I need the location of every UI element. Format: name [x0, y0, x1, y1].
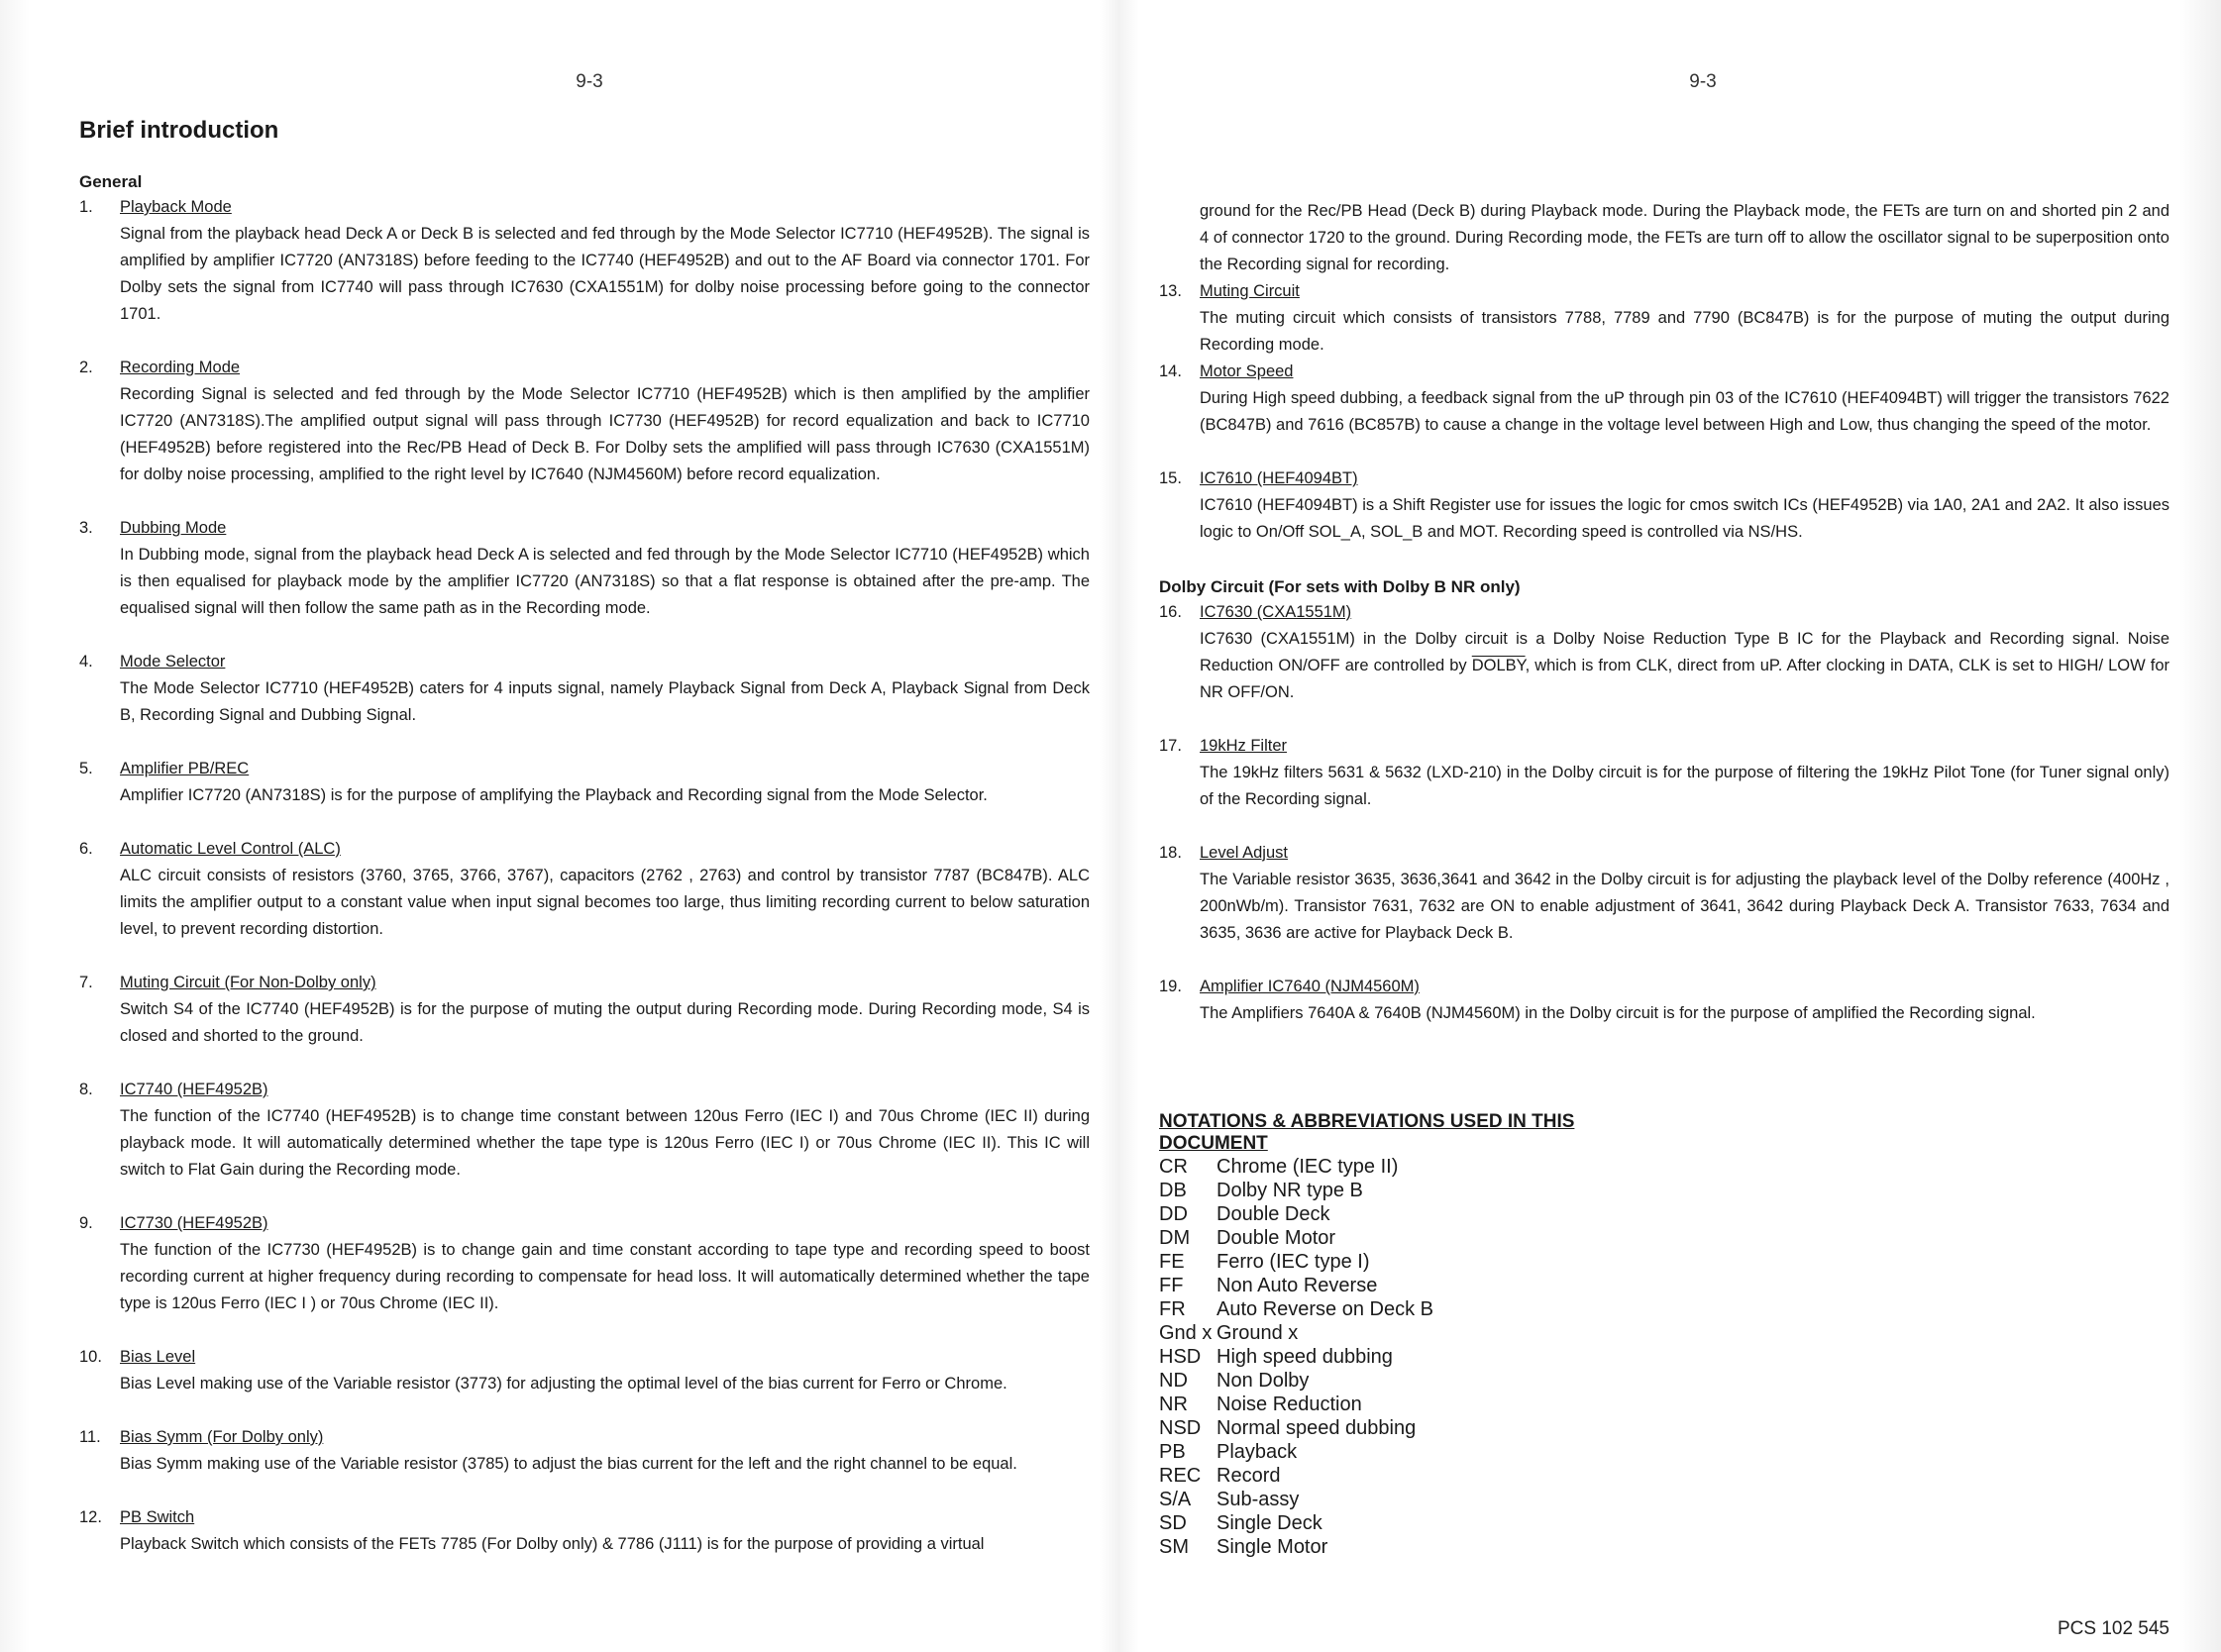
left-column — [79, 172, 1090, 1558]
item-body: The 19kHz filters 5631 & 5632 (LXD-210) in the Dolby circuit is for the purpose of filtering the 19kHz Pilot Tone (for Tuner signal only) of the Recording signal. — [1200, 764, 2169, 808]
list-item — [1159, 599, 2169, 706]
item-number: 5. — [79, 760, 93, 777]
abbreviation-code: SM — [1159, 1536, 1189, 1558]
item-number: 18. — [1159, 844, 1182, 862]
item-number: 14. — [1159, 362, 1182, 380]
abbreviation-meaning: Single Deck — [1216, 1512, 1322, 1534]
item-number: 15. — [1159, 469, 1182, 487]
list-item — [79, 970, 1090, 1050]
abbreviation-code: DM — [1159, 1227, 1191, 1249]
abbreviation-meaning: Chrome (IEC type II) — [1216, 1156, 1399, 1178]
section-heading-general: General — [79, 172, 143, 191]
abbreviation-code: SD — [1159, 1512, 1187, 1534]
item-number: 19. — [1159, 978, 1182, 995]
item-body — [1200, 626, 2169, 706]
abbreviation-row — [1159, 1345, 1625, 1369]
abbreviation-meaning: Record — [1216, 1465, 1281, 1487]
item-title: Muting Circuit — [1200, 282, 1300, 300]
item-body: Bias Symm making use of the Variable resistor (3785) to adjust the bias current for the left and the right channel to be equal. — [120, 1455, 1017, 1473]
item-body: Amplifier IC7720 (AN7318S) is for the purpose of amplifying the Playback and Recording signal from the Mode Selector. — [120, 786, 988, 804]
item-number: 17. — [1159, 737, 1182, 755]
abbreviation-meaning: Non Dolby — [1216, 1370, 1310, 1392]
item-title: Motor Speed — [1200, 362, 1294, 380]
abbreviations-heading: NOTATIONS & ABBREVIATIONS USED IN THIS DOCUMENT — [1159, 1111, 1575, 1154]
item-title: Bias Symm (For Dolby only) — [120, 1428, 324, 1446]
item-title: Level Adjust — [1200, 844, 1288, 862]
abbreviation-meaning: Sub-assy — [1216, 1489, 1300, 1510]
list-item — [79, 1077, 1090, 1184]
abbreviation-row — [1159, 1202, 1625, 1226]
item-number: 11. — [79, 1428, 101, 1446]
item-title: IC7630 (CXA1551M) — [1200, 603, 1352, 621]
abbreviation-code: CR — [1159, 1156, 1188, 1178]
list-item — [79, 1424, 1090, 1478]
item-number: 9. — [79, 1214, 93, 1232]
item-title: Recording Mode — [120, 359, 241, 376]
abbreviation-row — [1159, 1488, 1625, 1511]
item-title: Mode Selector — [120, 653, 226, 671]
list-item — [1159, 974, 2169, 1027]
abbreviation-code: FF — [1159, 1275, 1184, 1296]
left-page — [0, 0, 1110, 1652]
item-title: Automatic Level Control (ALC) — [120, 840, 341, 858]
abbreviation-code: REC — [1159, 1465, 1202, 1487]
item-title: Bias Level — [120, 1348, 196, 1366]
item-title: PB Switch — [120, 1508, 195, 1526]
list-item — [1159, 733, 2169, 813]
abbreviation-meaning: Non Auto Reverse — [1216, 1275, 1378, 1296]
item-body: The muting circuit which consists of transistors 7788, 7789 and 7790 (BC847B) is for the purpose of muting the output during Recording mode. — [1200, 309, 2169, 354]
abbreviation-code: HSD — [1159, 1346, 1202, 1368]
abbreviation-meaning: Double Deck — [1216, 1203, 1330, 1225]
list-item — [79, 756, 1090, 809]
item-number: 6. — [79, 840, 93, 858]
left-page-number: 9-3 — [576, 71, 603, 92]
abbreviation-meaning: Ferro (IEC type I) — [1216, 1251, 1370, 1273]
item-title: Amplifier PB/REC — [120, 760, 250, 777]
abbreviation-row — [1159, 1393, 1625, 1416]
list-item — [79, 355, 1090, 488]
page-title: Brief introduction — [79, 117, 279, 144]
abbreviation-row — [1159, 1369, 1625, 1393]
abbreviation-row — [1159, 1321, 1625, 1345]
item-title: Dubbing Mode — [120, 519, 227, 537]
abbreviation-code: Gnd x — [1159, 1322, 1213, 1344]
abbreviation-row — [1159, 1464, 1625, 1488]
item-number: 4. — [79, 653, 93, 671]
continuation-paragraph — [1159, 198, 2169, 278]
item-number: 7. — [79, 974, 93, 991]
abbreviation-row — [1159, 1250, 1625, 1274]
item-title: Amplifier IC7640 (NJM4560M) — [1200, 978, 1420, 995]
list-item — [79, 1504, 1090, 1558]
item-title: IC7610 (HEF4094BT) — [1200, 469, 1358, 487]
right-column — [1159, 198, 2169, 1027]
abbreviation-code: S/A — [1159, 1489, 1192, 1510]
item-body: Bias Level making use of the Variable resistor (3773) for adjusting the optimal level of the bias current for Ferro or Chrome. — [120, 1375, 1007, 1393]
abbreviation-row — [1159, 1535, 1625, 1559]
item-body: Playback Switch which consists of the FETs 7785 (For Dolby only) & 7786 (J111) is for the purpose of providing a virtual — [120, 1535, 985, 1553]
item-body: The function of the IC7730 (HEF4952B) is to change gain and time constant according to tape type and recording speed to boost recording current at higher frequency during recording to compensate for head loss. It will automatically determined whether the tape type is 120us Ferro (IEC I ) or 70us Chrome (IEC II). — [120, 1241, 1090, 1312]
item-number: 1. — [79, 198, 93, 216]
item-body: The function of the IC7740 (HEF4952B) is to change time constant between 120us Ferro (IEC I) and 70us Chrome (IEC II) during playback mode. It will automatically determined whether the tape type is 120us Ferro (IEC I) or 70us Chrome (IEC II). This IC will switch to Flat Gain during the Recording mode. — [120, 1107, 1090, 1179]
abbreviations-block — [1159, 1111, 1625, 1559]
abbreviation-row — [1159, 1440, 1625, 1464]
right-page-number: 9-3 — [1689, 71, 1717, 92]
abbreviation-row — [1159, 1155, 1625, 1179]
list-item — [79, 836, 1090, 943]
abbreviation-meaning: Single Motor — [1216, 1536, 1328, 1558]
abbreviation-meaning: Normal speed dubbing — [1216, 1417, 1417, 1439]
list-item — [1159, 840, 2169, 947]
list-item — [79, 194, 1090, 328]
abbreviation-meaning: Ground x — [1216, 1322, 1299, 1344]
item-body: During High speed dubbing, a feedback signal from the uP through pin 03 of the IC7610 (HEF4094BT) will trigger the transistors 7622 (BC847B) and 7616 (BC857B) to cause a change in the voltage level between High and Low, thus changing the speed of the motor. — [1200, 389, 2169, 434]
item-body: The Amplifiers 7640A & 7640B (NJM4560M) in the Dolby circuit is for the purpose of amplified the Recording signal. — [1200, 1004, 2036, 1022]
abbreviation-row — [1159, 1416, 1625, 1440]
abbreviation-code: DB — [1159, 1180, 1187, 1201]
abbreviation-meaning: Noise Reduction — [1216, 1394, 1362, 1415]
abbreviation-code: NSD — [1159, 1417, 1202, 1439]
item-body: In Dubbing mode, signal from the playback head Deck A is selected and fed through by the Mode Selector IC7710 (HEF4952B) which is then equalised for playback mode by the amplifier IC7720 (AN7318S) so that a flat response is obtained after the pre-amp. The equalised signal will then follow the same path as in the Recording mode. — [120, 546, 1090, 617]
list-item — [79, 515, 1090, 622]
list-item — [79, 649, 1090, 729]
item-title: IC7740 (HEF4952B) — [120, 1081, 268, 1098]
abbreviation-meaning: Auto Reverse on Deck B — [1216, 1298, 1433, 1320]
item-body: Recording Signal is selected and fed through by the Mode Selector IC7710 (HEF4952B) which is then amplified by the amplifier IC7720 (AN7318S).The amplified output signal will pass through IC7730 (HEF4952B) for record equalization and back to IC7710 (HEF4952B) before registered into the Rec/PB Head of Deck B. For Dolby sets the amplified will pass through IC7630 (CXA1551M) for dolby noise processing, amplified to the right level by IC7640 (NJM4560M) before record equalization. — [120, 385, 1090, 483]
item-number: 2. — [79, 359, 93, 376]
list-item — [79, 1210, 1090, 1317]
abbreviation-code: FE — [1159, 1251, 1185, 1273]
item-body-text: IC7630 (CXA1551M) in the Dolby circuit is a Dolby Noise Reduction Type B IC for the Playback and Recording signal. Noise Reduction ON/OFF are controlled by — [1200, 630, 2169, 674]
item-title: IC7730 (HEF4952B) — [120, 1214, 268, 1232]
item-body-text: , which is from CLK, direct from uP. After clocking in DATA, CLK is set to HIGH/ LOW for NR OFF/ON. — [1200, 657, 2169, 701]
item-body: ground for the Rec/PB Head (Deck B) during Playback mode. During the Playback mode, the FETs are turn on and shorted pin 2 and 4 of connector 1720 to the ground. During Recording mode, the FETs are turn off to allow the oscillator signal to be superposition onto the Recording signal for recording. — [1200, 202, 2169, 273]
abbreviation-row — [1159, 1274, 1625, 1297]
abbreviation-row — [1159, 1297, 1625, 1321]
item-title: Playback Mode — [120, 198, 232, 216]
list-item — [1159, 465, 2169, 546]
abbreviation-code: ND — [1159, 1370, 1188, 1392]
abbreviation-meaning: Playback — [1216, 1441, 1298, 1463]
abbreviation-code: NR — [1159, 1394, 1188, 1415]
item-number: 8. — [79, 1081, 93, 1098]
item-body: IC7610 (HEF4094BT) is a Shift Register use for issues the logic for cmos switch ICs (HEF4952B) via 1A0, 2A1 and 2A2. It also issues logic to On/Off SOL_A, SOL_B and MOT. Recording speed is controlled via NS/HS. — [1200, 496, 2169, 541]
list-item — [1159, 359, 2169, 439]
abbreviation-row — [1159, 1179, 1625, 1202]
item-title: 19kHz Filter — [1200, 737, 1288, 755]
abbreviation-code: FR — [1159, 1298, 1186, 1320]
document-code: PCS 102 545 — [2057, 1618, 2169, 1639]
item-number: 13. — [1159, 282, 1182, 300]
abbreviations-list — [1159, 1155, 1625, 1559]
dolby-section-heading: Dolby Circuit (For sets with Dolby B NR only) — [1159, 577, 1521, 596]
item-body: ALC circuit consists of resistors (3760, 3765, 3766, 3767), capacitors (2762 , 2763) and control by transistor 7787 (BC847B). ALC limits the amplifier output to a constant value when input signal becomes too large, thus limiting recording current to below saturation level, to prevent recording distortion. — [120, 867, 1090, 938]
abbreviation-code: PB — [1159, 1441, 1186, 1463]
list-item — [79, 1344, 1090, 1397]
item-body: Switch S4 of the IC7740 (HEF4952B) is for the purpose of muting the output during Recording mode. During Recording mode, S4 is closed and shorted to the ground. — [120, 1000, 1090, 1045]
abbreviation-row — [1159, 1226, 1625, 1250]
item-number: 3. — [79, 519, 93, 537]
abbreviation-code: DD — [1159, 1203, 1188, 1225]
abbreviation-meaning: High speed dubbing — [1216, 1346, 1393, 1368]
abbreviation-row — [1159, 1511, 1625, 1535]
item-body: Signal from the playback head Deck A or Deck B is selected and fed through by the Mode Selector IC7710 (HEF4952B). The signal is amplified by amplifier IC7720 (AN7318S) before feeding to the IC7740 (HEF4952B) and out to the AF Board via connector 1701. For Dolby sets the signal from IC7740 will pass through IC7630 (CXA1551M) for dolby noise processing before going to the connector 1701. — [120, 225, 1090, 323]
item-number: 16. — [1159, 603, 1182, 621]
abbreviation-meaning: Double Motor — [1216, 1227, 1336, 1249]
list-item — [1159, 278, 2169, 359]
item-title: Muting Circuit (For Non-Dolby only) — [120, 974, 376, 991]
item-number: 12. — [79, 1508, 102, 1526]
abbreviation-meaning: Dolby NR type B — [1216, 1180, 1363, 1201]
item-number: 10. — [79, 1348, 102, 1366]
dolby-overline-text: DOLBY — [1471, 657, 1526, 674]
item-body: The Mode Selector IC7710 (HEF4952B) caters for 4 inputs signal, namely Playback Signal from Deck A, Playback Signal from Deck B, Recording Signal and Dubbing Signal. — [120, 679, 1090, 724]
item-body: The Variable resistor 3635, 3636,3641 and 3642 in the Dolby circuit is for adjusting the playback level of the Dolby reference (400Hz , 200nWb/m). Transistor 7631, 7632 are ON to enable adjustment of 3641, 3642 during Playback Deck A. Transistor 7633, 7634 and 3635, 3636 are active for Playback Deck B. — [1200, 871, 2169, 942]
